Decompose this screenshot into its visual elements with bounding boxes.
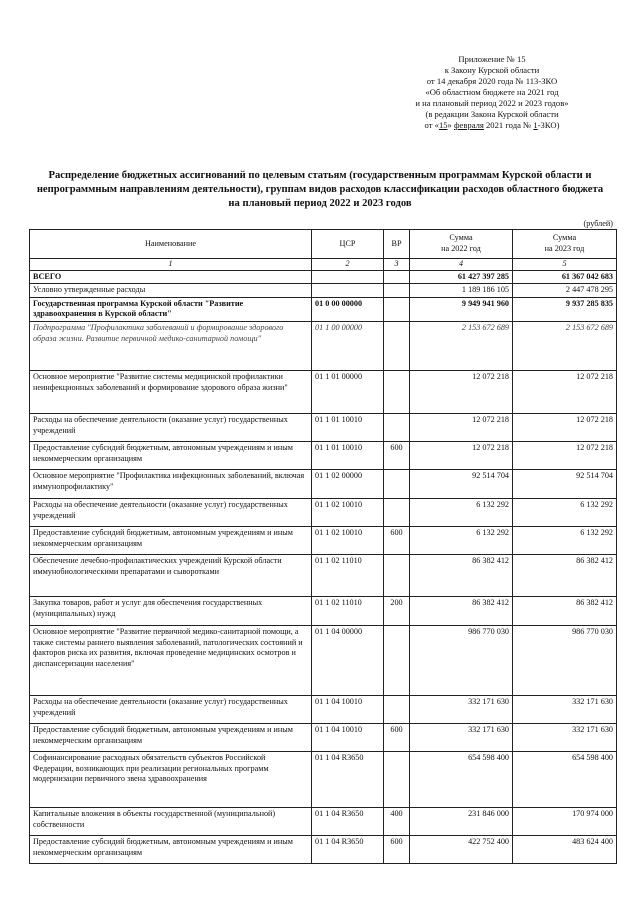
row-name: Капитальные вложения в объекты государственной (муниципальной) собственности — [30, 807, 312, 835]
header-year-label: на 2023 год — [544, 244, 585, 253]
row-csr: 01 1 04 10010 — [312, 695, 384, 723]
row-sum-2023: 654 598 400 — [513, 751, 617, 807]
row-sum-2023: 332 171 630 — [513, 695, 617, 723]
row-name: Основное мероприятие "Развитие первичной медико-санитарной помощи, а также системы раннего выявления заболеваний, патологических состояний и факторов риска их развития, включая проведение медицинских осмотров и диспансеризации населения" — [30, 625, 312, 695]
row-csr: 01 1 02 10010 — [312, 526, 384, 554]
row-csr: 01 1 04 00000 — [312, 625, 384, 695]
row-name: Основное мероприятие "Профилактика инфекционных заболеваний, включая иммунопрофилактику" — [30, 469, 312, 498]
row-name: Закупка товаров, работ и услуг для обеспечения государственных (муниципальных) нужд — [30, 596, 312, 625]
amendment-mid: » — [447, 120, 454, 130]
row-name: Расходы на обеспечение деятельности (оказание услуг) государственных учреждений — [30, 413, 312, 441]
row-csr: 01 1 02 00000 — [312, 469, 384, 498]
row-vr: 400 — [384, 807, 410, 835]
row-vr — [384, 695, 410, 723]
row-vr: 600 — [384, 723, 410, 751]
row-name: Софинансирование расходных обязательств субъектов Российской Федерации, возникающих при реализации региональных программ модернизации первичного звена здравоохранения — [30, 751, 312, 807]
row-sum-2023: 6 132 292 — [513, 526, 617, 554]
row-sum-2022: 332 171 630 — [410, 695, 513, 723]
row-csr: 01 1 04 R3650 — [312, 807, 384, 835]
row-sum-2022: 86 382 412 — [410, 554, 513, 596]
amendment-mid2: 2021 года № — [483, 120, 534, 130]
row-vr: 600 — [384, 441, 410, 469]
table-row — [30, 751, 617, 807]
appendix-line: от 14 декабря 2020 года № 113-ЗКО — [426, 76, 558, 86]
row-csr — [312, 270, 384, 284]
table-row — [30, 695, 617, 723]
row-name: Расходы на обеспечение деятельности (оказание услуг) государственных учреждений — [30, 695, 312, 723]
table-row — [30, 321, 617, 370]
table-row — [30, 596, 617, 625]
row-vr: 600 — [384, 835, 410, 863]
row-sum-2022: 61 427 397 285 — [410, 270, 513, 284]
row-vr — [384, 270, 410, 284]
row-sum-2022: 654 598 400 — [410, 751, 513, 807]
row-vr: 600 — [384, 526, 410, 554]
amendment-month: февраля — [453, 120, 484, 130]
appendix-line: и на плановый период 2022 и 2023 годов» — [415, 98, 569, 108]
row-name: Расходы на обеспечение деятельности (оказание услуг) государственных учреждений — [30, 498, 312, 526]
table-row — [30, 297, 617, 321]
row-csr: 01 1 00 00000 — [312, 321, 384, 370]
header-vr: ВР — [384, 230, 410, 259]
row-sum-2023: 332 171 630 — [513, 723, 617, 751]
document-title: Распределение бюджетных ассигнований по целевым статьям (государственным программам Курской области и непрограммным направлениям деятельности), группам видов расходов классификации расходов областного бюджета на плановый период 2022 и 2023 годов — [36, 170, 604, 209]
row-sum-2022: 86 382 412 — [410, 596, 513, 625]
amendment-number: 1 — [533, 120, 538, 130]
row-sum-2023: 86 382 412 — [513, 554, 617, 596]
row-csr: 01 1 01 10010 — [312, 413, 384, 441]
row-vr — [384, 297, 410, 321]
row-sum-2023: 61 367 042 683 — [513, 270, 617, 284]
header-sum-label: Сумма — [552, 233, 577, 243]
column-number-row — [30, 259, 617, 271]
table-row — [30, 554, 617, 596]
header-csr: ЦСР — [312, 230, 384, 259]
row-name: ВСЕГО — [30, 270, 312, 284]
row-name: Предоставление субсидий бюджетным, автономным учреждениям и иным некоммерческим организациям — [30, 835, 312, 863]
row-sum-2023: 986 770 030 — [513, 625, 617, 695]
appendix-line: «Об областном бюджете на 2021 год — [425, 87, 559, 97]
table-row — [30, 469, 617, 498]
row-sum-2022: 2 153 672 689 — [410, 321, 513, 370]
row-sum-2022: 12 072 218 — [410, 441, 513, 469]
row-sum-2023: 6 132 292 — [513, 498, 617, 526]
row-sum-2023: 12 072 218 — [513, 441, 617, 469]
appendix-line: (в редакции Закона Курской области — [425, 109, 559, 119]
row-sum-2022: 92 514 704 — [410, 469, 513, 498]
row-name: Предоставление субсидий бюджетным, автономным учреждениям и иным некоммерческим организациям — [30, 723, 312, 751]
row-vr — [384, 284, 410, 298]
column-number: 3 — [384, 259, 410, 271]
table-row — [30, 526, 617, 554]
row-vr — [384, 498, 410, 526]
row-sum-2023: 12 072 218 — [513, 370, 617, 413]
row-sum-2022: 6 132 292 — [410, 526, 513, 554]
row-sum-2022: 422 752 400 — [410, 835, 513, 863]
table-row — [30, 270, 617, 284]
row-csr: 01 1 04 R3650 — [312, 835, 384, 863]
row-vr — [384, 370, 410, 413]
row-csr: 01 1 04 R3650 — [312, 751, 384, 807]
row-sum-2022: 1 189 186 105 — [410, 284, 513, 298]
row-name: Предоставление субсидий бюджетным, автономным учреждениям и иным некоммерческим организациям — [30, 526, 312, 554]
amendment-day: 15 — [438, 120, 448, 130]
table-row — [30, 370, 617, 413]
column-number: 1 — [30, 259, 312, 271]
table-row — [30, 413, 617, 441]
row-csr: 01 1 02 11010 — [312, 596, 384, 625]
row-sum-2023: 92 514 704 — [513, 469, 617, 498]
table-row — [30, 625, 617, 695]
row-name: Подпрограмма "Профилактика заболеваний и формирование здорового образа жизни. Развитие первичной медико-санитарной помощи" — [30, 321, 312, 370]
row-vr — [384, 469, 410, 498]
table-row — [30, 807, 617, 835]
row-sum-2023: 2 447 478 295 — [513, 284, 617, 298]
header-sum-2023 — [513, 230, 617, 259]
appendix-header — [372, 54, 612, 131]
row-sum-2023: 2 153 672 689 — [513, 321, 617, 370]
row-csr: 01 1 01 10010 — [312, 441, 384, 469]
row-vr — [384, 554, 410, 596]
table-row — [30, 284, 617, 298]
row-name: Предоставление субсидий бюджетным, автономным учреждениям и иным некоммерческим организациям — [30, 441, 312, 469]
amendment-suffix: -ЗКО) — [537, 120, 560, 130]
row-sum-2022: 6 132 292 — [410, 498, 513, 526]
row-sum-2023: 86 382 412 — [513, 596, 617, 625]
header-row — [30, 230, 617, 259]
row-csr — [312, 284, 384, 298]
row-name: Государственная программа Курской области "Развитие здравоохранения в Курской области" — [30, 297, 312, 321]
row-sum-2023: 12 072 218 — [513, 413, 617, 441]
appendix-line: к Закону Курской области — [444, 65, 540, 75]
header-year-label: на 2022 год — [441, 244, 481, 253]
row-vr — [384, 625, 410, 695]
row-csr: 01 0 00 00000 — [312, 297, 384, 321]
row-sum-2022: 986 770 030 — [410, 625, 513, 695]
row-sum-2023: 9 937 285 835 — [513, 297, 617, 321]
row-name: Условно утвержденные расходы — [30, 284, 312, 298]
appendix-amendment-line — [372, 120, 612, 131]
row-sum-2023: 483 624 400 — [513, 835, 617, 863]
row-name: Основное мероприятие "Развитие системы медицинской профилактики неинфекционных заболеваний и формирование здорового образа жизни" — [30, 370, 312, 413]
row-sum-2022: 9 949 941 960 — [410, 297, 513, 321]
column-number: 5 — [513, 259, 617, 271]
unit-label: (рублей) — [583, 219, 613, 228]
budget-table — [29, 229, 617, 864]
row-sum-2022: 332 171 630 — [410, 723, 513, 751]
header-name: Наименование — [30, 230, 312, 259]
row-vr — [384, 321, 410, 370]
table-row — [30, 441, 617, 469]
table-row — [30, 498, 617, 526]
row-vr: 200 — [384, 596, 410, 625]
table-row — [30, 835, 617, 863]
header-sum-label: Сумма — [449, 233, 473, 243]
row-csr: 01 1 04 10010 — [312, 723, 384, 751]
appendix-line: Приложение № 15 — [458, 54, 526, 64]
row-csr: 01 1 02 11010 — [312, 554, 384, 596]
amendment-prefix: от « — [424, 120, 439, 130]
row-name: Обеспечение лечебно-профилактических учреждений Курской области иммунобиологическими препаратами и сыворотками — [30, 554, 312, 596]
row-sum-2022: 12 072 218 — [410, 370, 513, 413]
column-number: 2 — [312, 259, 384, 271]
row-csr: 01 1 01 00000 — [312, 370, 384, 413]
row-sum-2023: 170 974 000 — [513, 807, 617, 835]
row-sum-2022: 231 846 000 — [410, 807, 513, 835]
row-vr — [384, 751, 410, 807]
table-row — [30, 723, 617, 751]
column-number: 4 — [410, 259, 513, 271]
header-sum-2022 — [410, 230, 513, 259]
row-csr: 01 1 02 10010 — [312, 498, 384, 526]
row-sum-2022: 12 072 218 — [410, 413, 513, 441]
row-vr — [384, 413, 410, 441]
